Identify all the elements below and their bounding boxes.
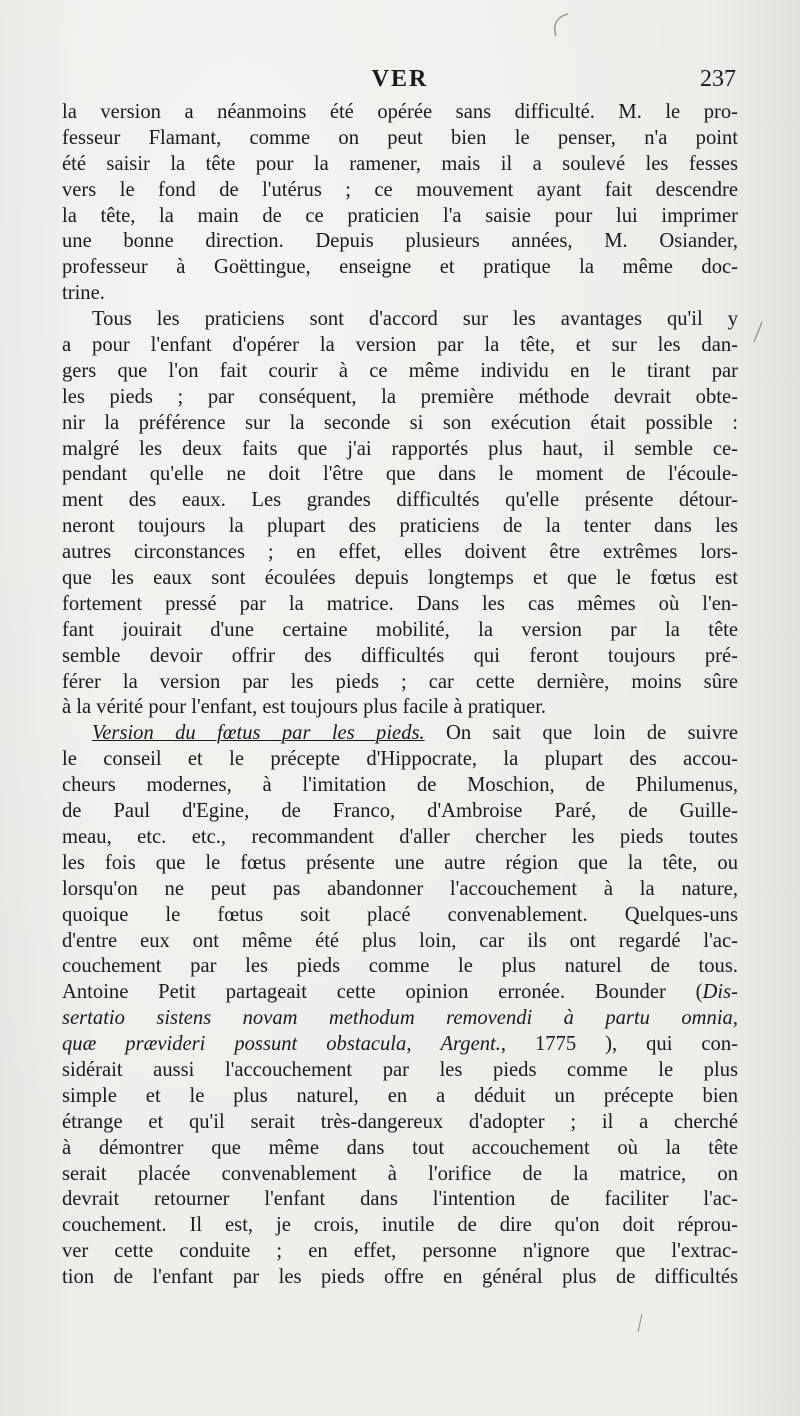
text-line: la version a néanmoins été opérée sans difficulté. M. le pro- <box>62 101 738 123</box>
text-line: d'entre eux ont même été plus loin, car ils ont regardé l'ac- <box>62 929 738 952</box>
text-span: , <box>406 1033 441 1056</box>
citation-title: Dis- <box>702 981 738 1004</box>
text-line: neront toujours la plupart des praticiens de la tenter dans les <box>62 515 738 538</box>
text-span: Antoine Petit partageait cette opinion erronée. Bounder ( <box>62 981 703 1004</box>
section-heading: Version du fœtus par les pieds. <box>92 722 425 745</box>
text-line: professeur à Goëttingue, enseigne et pratique la même doc- <box>62 256 738 279</box>
text-line: une bonne direction. Depuis plusieurs années, M. Osiander, <box>62 230 738 253</box>
text-line: couchement par les pieds comme le plus naturel de tous. <box>62 955 738 978</box>
text-line: meau, etc. etc., recommandent d'aller chercher les pieds toutes <box>62 825 738 848</box>
text-line: simple et le plus naturel, en a déduit un précepte bien <box>62 1084 738 1107</box>
text-line <box>62 721 738 747</box>
text-line: semble devoir offrir des difficultés qui feront toujours pré- <box>62 644 738 667</box>
pencil-mark-right <box>748 318 768 348</box>
text-line: férer la version par les pieds ; car cette dernière, moins sûre <box>62 670 738 693</box>
text-line: nir la préférence sur la seconde si son exécution était possible : <box>62 411 738 434</box>
text-line: les pieds ; par conséquent, la première méthode devrait obte- <box>62 385 738 408</box>
citation-title-line: sertatio sistens novam methodum removendi à partu omnia, <box>62 1007 738 1030</box>
text-line: à la vérité pour l'enfant, est toujours plus facile à pratiquer. <box>62 696 547 719</box>
text-line: a pour l'enfant d'opérer la version par la tête, et sur les dan- <box>62 334 738 357</box>
text-line: quoique le fœtus soit placé convenablement. Quelques-uns <box>62 903 738 926</box>
text-line: de Paul d'Egine, de Franco, d'Ambroise Paré, de Guille- <box>62 800 738 823</box>
text-line: étrange et qu'il serait très-dangereux d'adopter ; il a cherché <box>62 1110 738 1133</box>
text-line <box>62 980 738 1006</box>
pencil-mark-top <box>540 10 580 40</box>
text-line: Tous les praticiens sont d'accord sur les avantages qu'il y <box>92 308 738 331</box>
citation-place: Argent. <box>440 1033 501 1056</box>
text-line <box>62 1032 738 1058</box>
text-line: couchement. Il est, je crois, inutile de dire qu'on doit réprou- <box>62 1214 738 1237</box>
text-line: ver cette conduite ; en effet, personne n'ignore que l'extrac- <box>62 1240 738 1263</box>
page-number: 237 <box>700 66 736 92</box>
citation-title: quæ prævideri possunt obstacula <box>62 1033 407 1056</box>
text-line: à démontrer que même dans tout accouchement où la tête <box>62 1136 738 1159</box>
text-line: cheurs modernes, à l'imitation de Moschion, de Philumenus, <box>62 774 738 797</box>
running-head: VER <box>371 66 429 92</box>
text-line: fant jouirait d'une certaine mobilité, la version par la tête <box>62 618 738 641</box>
text-line: malgré les deux faits que j'ai rapportés plus haut, il semble ce- <box>62 437 738 460</box>
text-line: fesseur Flamant, comme on peut bien le penser, n'a point <box>62 126 738 149</box>
text-line: trine. <box>62 282 105 305</box>
text-line: tion de l'enfant par les pieds offre en général plus de difficultés <box>62 1266 738 1289</box>
body-text <box>62 100 738 1291</box>
text-line: la tête, la main de ce praticien l'a saisie pour lui imprimer <box>62 204 738 227</box>
text-span: On sait que loin de suivre <box>424 722 738 745</box>
pencil-mark-bottom <box>630 1312 650 1336</box>
text-line: serait placée convenablement à l'orifice de la matrice, on <box>62 1162 738 1185</box>
text-line: que les eaux sont écoulées depuis longtemps et que le fœtus est <box>62 567 738 590</box>
text-line: vers le fond de l'utérus ; ce mouvement ayant fait descendre <box>62 178 738 201</box>
text-line: gers que l'on fait courir à ce même individu en le tirant par <box>62 359 738 382</box>
paragraph-version-pieds <box>62 721 738 1291</box>
text-line: lorsqu'on ne peut pas abandonner l'accouchement à la nature, <box>62 877 738 900</box>
text-span: , 1775 ), qui con- <box>500 1033 738 1056</box>
text-line: pendant qu'elle ne doit l'être que dans le moment de l'écoule- <box>62 463 738 486</box>
text-line: les fois que le fœtus présente une autre région que la tête, ou <box>62 851 738 874</box>
text-line: le conseil et le précepte d'Hippocrate, la plupart des accou- <box>62 748 738 771</box>
paragraph-version-tete <box>62 307 738 721</box>
paragraph-continuation <box>62 100 738 307</box>
text-line: ment des eaux. Les grandes difficultés qu'elle présente détour- <box>62 489 738 512</box>
text-line: fortement pressé par la matrice. Dans les cas mêmes où l'en- <box>62 592 738 615</box>
text-line: été saisir la tête pour la ramener, mais il a soulevé les fesses <box>62 152 738 175</box>
text-line: sidérait aussi l'accouchement par les pieds comme le plus <box>62 1058 738 1081</box>
text-line: devrait retourner l'enfant dans l'intention de faciliter l'ac- <box>62 1188 738 1211</box>
page-header <box>62 66 738 96</box>
text-line: autres circonstances ; en effet, elles doivent être extrêmes lors- <box>62 541 738 564</box>
